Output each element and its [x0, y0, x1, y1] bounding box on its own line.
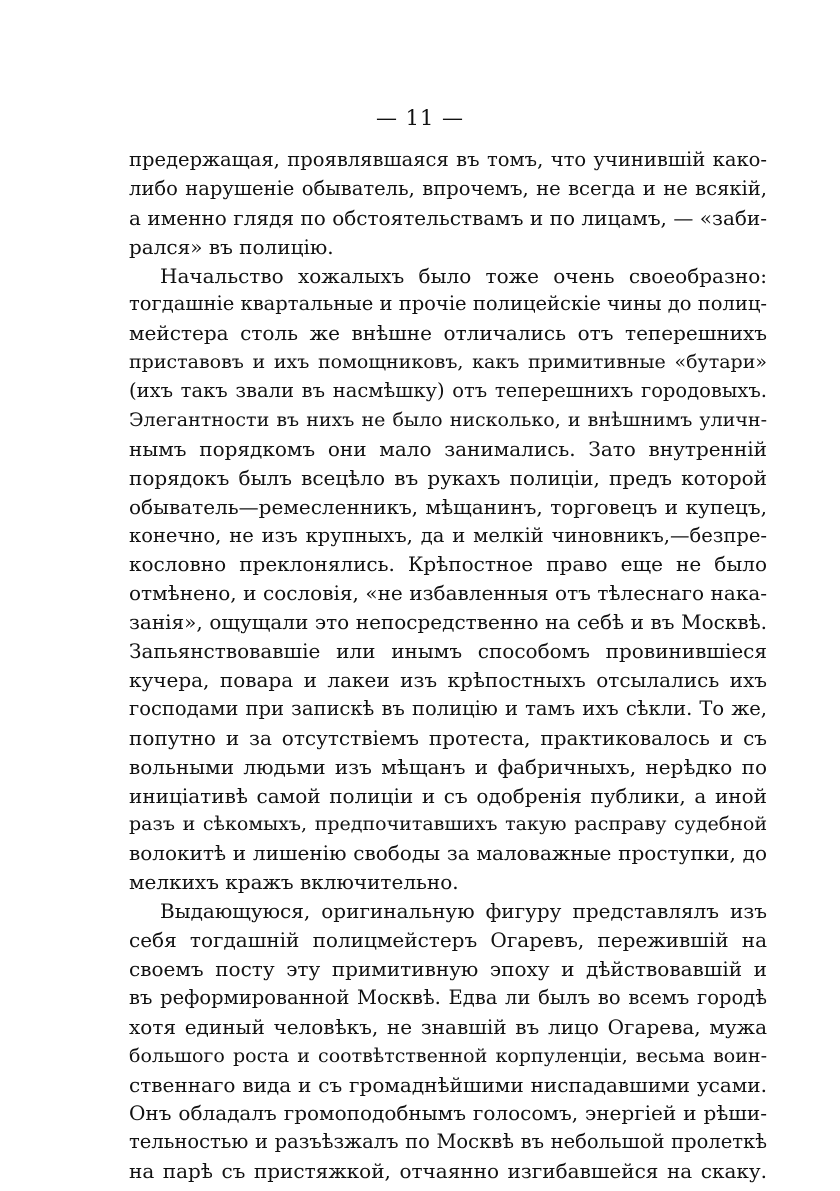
- text-line: Элегантности въ нихъ не было нисколько, и внѣшнимъ уличн-: [129, 409, 767, 432]
- text-line: (ихъ такъ звали въ насмѣшку) отъ теперешнихъ городовыхъ.: [129, 379, 767, 403]
- text-line: либо нарушеніе обыватель, впрочемъ, не всегда и не всякій,: [129, 176, 767, 200]
- text-line: предержащая, проявлявшаяся въ томъ, что учинившій како-: [129, 148, 767, 171]
- text-line: Онъ обладалъ громоподобнымъ голосомъ, энергіей и рѣши-: [129, 1101, 767, 1126]
- text-line: разъ и сѣкомыхъ, предпочитавшихъ такую расправу судебной: [129, 813, 767, 836]
- text-line: большого роста и соотвѣтственной корпуленціи, весьма воин-: [129, 1044, 767, 1067]
- body-text: [129, 146, 767, 1186]
- text-line: кучера, повара и лакеи изъ крѣпостныхъ отсылались ихъ: [129, 668, 767, 693]
- text-line: вольными людьми изъ мѣщанъ и фабричныхъ, нерѣдко по: [129, 754, 767, 779]
- text-line: себя тогдашній полицмейстеръ Огаревъ, пережившій на: [129, 928, 767, 953]
- text-line: мелкихъ кражъ включительно.: [129, 870, 459, 895]
- text-line: господами при запискѣ въ полицію и тамъ ихъ сѣкли. То же,: [129, 696, 767, 720]
- text-line: нымъ порядкомъ они мало занимались. Зато внутренній: [129, 436, 767, 461]
- text-line: отмѣнено, и сословія, «не избавленныя отъ тѣлеснаго нака-: [129, 581, 767, 606]
- text-line: ственнаго вида и съ громаднѣйшими ниспадавшими усами.: [129, 1072, 767, 1097]
- text-line: волокитѣ и лишенію свободы за маловажные проступки, до: [129, 841, 767, 866]
- text-line: кословно преклонялись. Крѣпостное право еще не было: [129, 552, 767, 577]
- text-line: а именно глядя по обстоятельствамъ и по лицамъ, — «заби-: [129, 205, 767, 230]
- text-line: попутно и за отсутствіемъ протеста, практиковалось и съ: [129, 725, 767, 750]
- text-line: тельностью и разъѣзжалъ по Москвѣ въ небольшой пролеткѣ: [129, 1130, 767, 1154]
- text-line: Запьянствовавшіе или инымъ способомъ провинившіеся: [129, 639, 767, 664]
- text-line: порядокъ былъ всецѣло въ рукахъ полиціи, предъ которой: [129, 465, 767, 490]
- text-line: приставовъ и ихъ помощниковъ, какъ примитивные «бутари»: [129, 351, 767, 374]
- text-line: Выдающуюся, оригинальную фигуру представлялъ изъ: [160, 899, 767, 924]
- text-line: на парѣ съ пристяжкой, отчаянно изгибавшейся на скаку.: [129, 1159, 767, 1184]
- text-line: хотя единый человѣкъ, не знавшій въ лицо Огарева, мужа: [129, 1014, 767, 1039]
- text-line: тогдашніе квартальные и прочіе полицейскіе чины до полиц-: [129, 292, 767, 316]
- text-line: мейстера столь же внѣшне отличались отъ теперешнихъ: [129, 321, 767, 346]
- text-line: обыватель—ремесленникъ, мѣщанинъ, торговецъ и купецъ,: [129, 494, 767, 519]
- page-number: — 11 —: [375, 106, 465, 130]
- text-line: въ реформированной Москвѣ. Едва ли былъ во всемъ городѣ: [129, 985, 767, 1009]
- text-line: занія», ощущали это непосредственно на себѣ и въ Москвѣ.: [129, 610, 767, 635]
- text-line: Начальство хожалыхъ было тоже очень своеобразно:: [160, 263, 767, 288]
- text-line: конечно, не изъ крупныхъ, да и мелкій чиновникъ,—безпре-: [129, 523, 767, 547]
- text-line: иниціативѣ самой полиціи и съ одобренія публики, а иной: [129, 783, 767, 808]
- text-line: рался» въ полицію.: [129, 234, 334, 259]
- text-line: своемъ посту эту примитивную эпоху и дѣйствовавшій и: [129, 956, 767, 981]
